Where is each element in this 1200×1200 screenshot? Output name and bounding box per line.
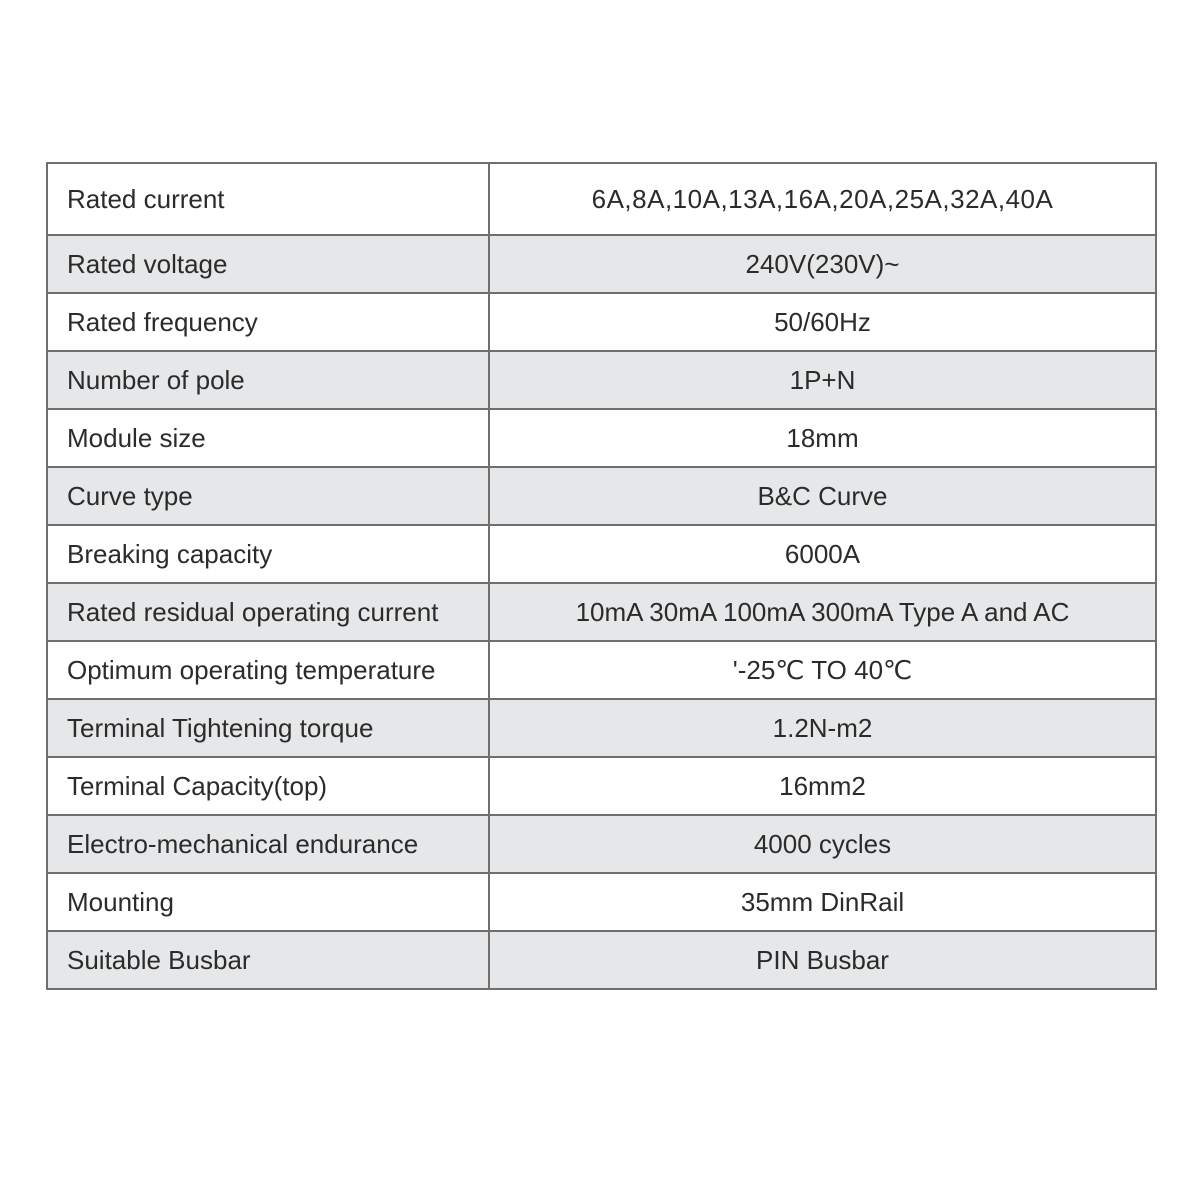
table-row [47,641,1156,699]
spec-value: 4000 cycles [489,815,1156,873]
spec-value: 35mm DinRail [489,873,1156,931]
table-row [47,293,1156,351]
spec-label: Module size [47,409,489,467]
spec-label: Terminal Tightening torque [47,699,489,757]
table-row [47,815,1156,873]
spec-value: 10mA 30mA 100mA 300mA Type A and AC [489,583,1156,641]
table-row [47,163,1156,235]
table-row [47,467,1156,525]
table-row [47,699,1156,757]
table-row [47,235,1156,293]
spec-label: Rated residual operating current [47,583,489,641]
spec-value: 6000A [489,525,1156,583]
spec-label: Number of pole [47,351,489,409]
table-row [47,757,1156,815]
spec-label: Electro-mechanical endurance [47,815,489,873]
spec-label: Breaking capacity [47,525,489,583]
spec-table [46,162,1157,990]
spec-value: 240V(230V)~ [489,235,1156,293]
table-row [47,351,1156,409]
spec-label: Rated frequency [47,293,489,351]
table-row [47,409,1156,467]
spec-value: 50/60Hz [489,293,1156,351]
spec-value: 1.2N-m2 [489,699,1156,757]
spec-value: B&C Curve [489,467,1156,525]
table-row [47,931,1156,989]
spec-value: 1P+N [489,351,1156,409]
spec-value: 6A,8A,10A,13A,16A,20A,25A,32A,40A [489,163,1156,235]
spec-label: Suitable Busbar [47,931,489,989]
spec-label: Rated current [47,163,489,235]
table-row [47,583,1156,641]
spec-value: 16mm2 [489,757,1156,815]
spec-label: Mounting [47,873,489,931]
spec-label: Terminal Capacity(top) [47,757,489,815]
table-row [47,873,1156,931]
spec-label: Curve type [47,467,489,525]
spec-value: '-25℃ TO 40℃ [489,641,1156,699]
spec-value: PIN Busbar [489,931,1156,989]
table-row [47,525,1156,583]
spec-label: Rated voltage [47,235,489,293]
spec-value: 18mm [489,409,1156,467]
spec-label: Optimum operating temperature [47,641,489,699]
